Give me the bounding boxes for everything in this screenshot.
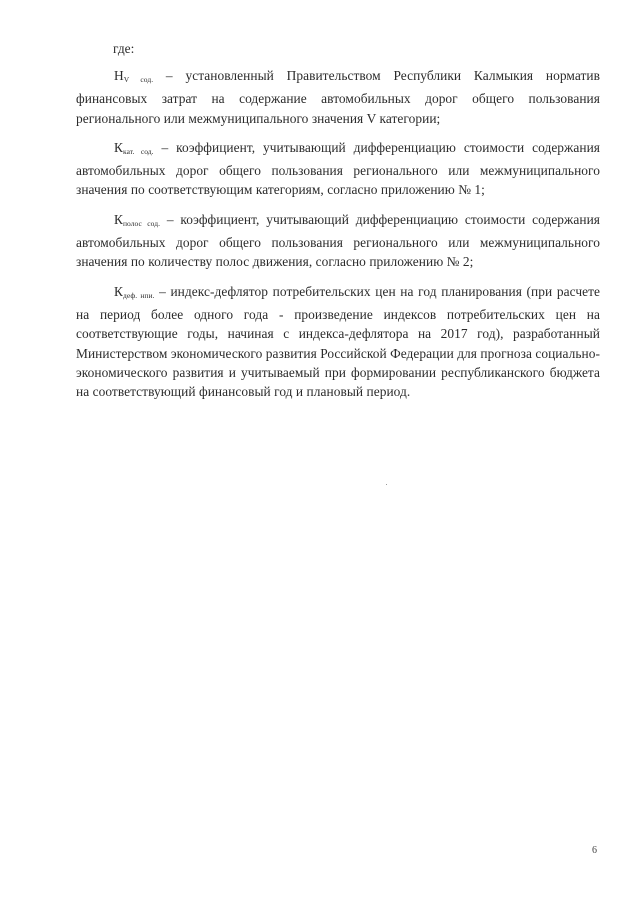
definition-subscript: полос сод.	[122, 218, 161, 228]
definition-symbol: К	[114, 211, 123, 227]
definition-category-coef	[76, 138, 600, 200]
definition-symbol: К	[114, 139, 123, 155]
definition-symbol: К	[114, 283, 123, 299]
definition-lanes-coef	[76, 210, 600, 272]
page-number: 6	[592, 845, 597, 856]
definition-subscript: деф. нпи.	[122, 290, 155, 300]
definition-subscript: V сод.	[123, 75, 154, 84]
definitions-list	[76, 66, 600, 401]
definition-text: – коэффициент, учитывающий дифференциацию стоимости содержания автомобильных дорог общего пользования регионального или межмуниципального значения по соответствующим категориям, согласно приложению № 1;	[76, 139, 600, 198]
definition-text: – коэффициент, учитывающий дифференциацию стоимости содержания автомобильных дорог общего пользования регионального или межмуниципального значения по количеству полос движения, согласно приложению № 2;	[76, 211, 600, 270]
intro-text: где:	[113, 41, 135, 56]
definition-deflator-index	[76, 282, 600, 402]
definition-text: – индекс-дефлятор потребительских цен на год планирования (при расчете на период более одного года - произведение индексов потребительских цен на соответствующие годы, начиная с индекса-дефлятора на 2017 год), разработанный Министерством экономического развития Российской Федерации для прогноза социально-экономического развития и учитываемый при формировании республиканского бюджета на соответствующий финансовый год и плановый период.	[76, 283, 600, 400]
scan-speck	[386, 484, 387, 485]
definition-norm-v	[76, 66, 600, 128]
definition-symbol: Н	[114, 68, 124, 83]
definition-text: – установленный Правительством Республики Калмыкия норматив финансовых затрат на содержание автомобильных дорог общего пользования регионального или межмуниципального значения V категории;	[76, 68, 600, 126]
definition-subscript: кат. сод.	[122, 146, 154, 156]
